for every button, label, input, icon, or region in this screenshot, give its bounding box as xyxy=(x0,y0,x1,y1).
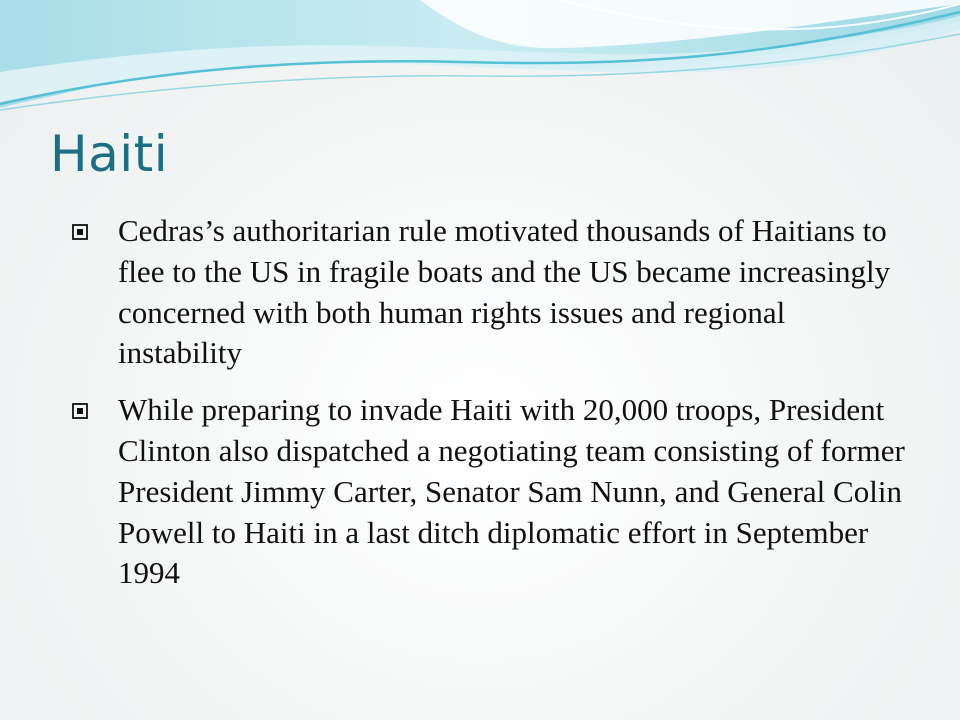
header-wave-decoration xyxy=(0,0,960,120)
bullet-item xyxy=(66,390,916,594)
bullet-text: While preparing to invade Haiti with 20,000 troops, President Clinton also dispatched a negotiating team consisting of former President Jimmy Carter, Senator Sam Nunn, and General Colin Powell to Haiti in a last ditch diplomatic effort in September 1994 xyxy=(118,392,905,591)
square-bullet-icon xyxy=(72,403,88,419)
bullet-item xyxy=(66,211,916,374)
bullet-text: Cedras’s authoritarian rule motivated thousands of Haitians to flee to the US in fragile boats and the US became increasingly concerned with both human rights issues and regional instability xyxy=(118,213,891,371)
square-bullet-icon xyxy=(72,224,88,240)
bullet-list xyxy=(66,211,916,610)
slide-title: Haiti xyxy=(50,125,169,183)
